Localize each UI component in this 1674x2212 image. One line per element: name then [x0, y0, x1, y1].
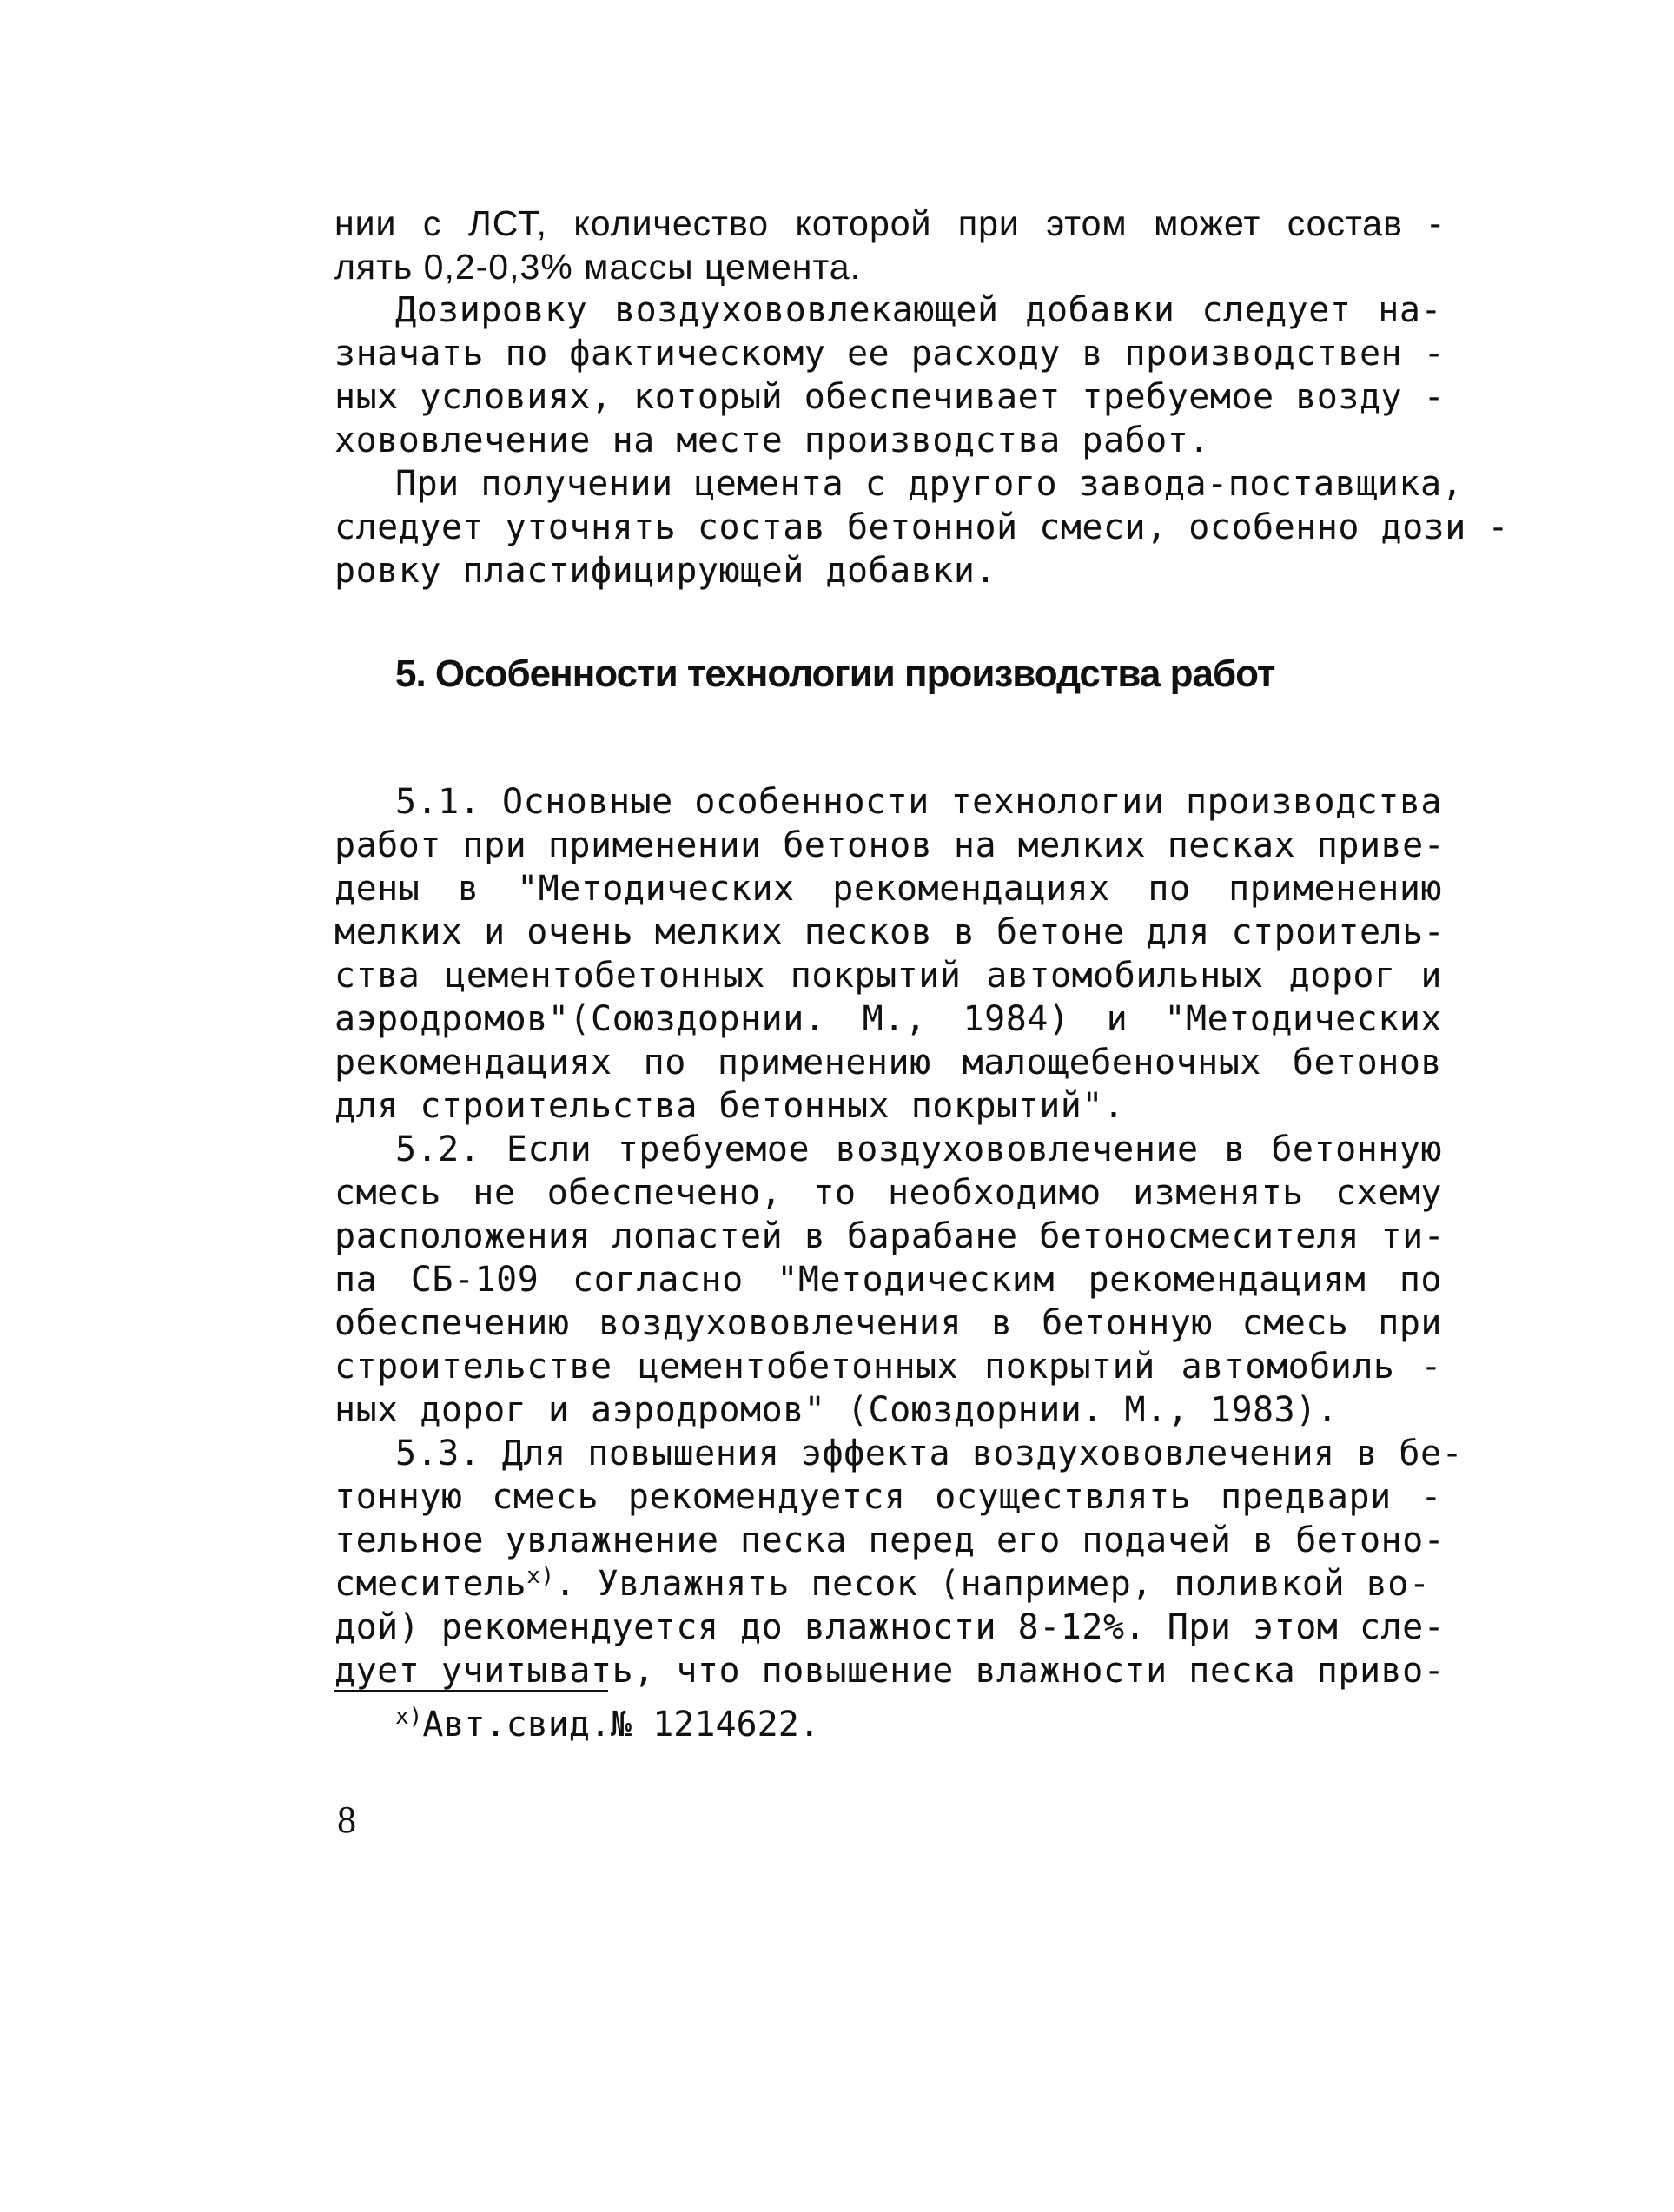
text-line: 5.3. Для повышения эффекта воздухововлечения в бе- [395, 1434, 1464, 1474]
text-line: дены в "Методических рекомендациях по применению [334, 869, 1442, 909]
text-line: аэродромов"(Союздорнии. М., 1984) и "Методических [334, 999, 1442, 1039]
text-fragment: . Увлажнять песок (например, поливкой во- [554, 1564, 1431, 1604]
text-line: 5.1. Основные особенности технологии производства [395, 782, 1442, 822]
text-line: дует учитывать, что повышение влажности песка приво- [334, 1651, 1446, 1691]
footnote-mark: х) [395, 1704, 423, 1730]
text-line: строительстве цементобетонных покрытий автомобиль - [334, 1347, 1442, 1387]
footnote-divider [334, 1690, 608, 1692]
text-line: ных дорог и аэродромов" (Союздорнии. М., 1983). [334, 1390, 1339, 1430]
footnote-text: Авт.свид.№ 1214622. [422, 1705, 820, 1745]
text-line: смесь не обеспечено, то необходимо изменять схему [334, 1173, 1442, 1213]
text-line: дой) рекомендуется до влажности 8-12%. При этом сле- [334, 1607, 1446, 1647]
text-line: следует уточнять состав бетонной смеси, особенно дози - [334, 507, 1510, 547]
text-line: Дозировку воздухововлекающей добавки следует на- [395, 290, 1442, 330]
text-line: хововлечение на месте производства работ. [334, 421, 1210, 460]
page-number: 8 [337, 1798, 356, 1841]
footnote-reference: х) [526, 1563, 555, 1589]
text-line: расположения лопастей в барабане бетоносмесителя ти- [334, 1216, 1446, 1256]
text-line: обеспечению воздухововлечения в бетонную смесь при [334, 1303, 1442, 1343]
text-line: лять 0,2-0,3% массы цемента. [334, 247, 861, 287]
text-line: нии с ЛСТ, количество которой при этом может состав - [334, 203, 1442, 243]
text-fragment: смеситель [334, 1564, 527, 1604]
text-line: тельное увлажнение песка перед его подачей в бетоно- [334, 1520, 1446, 1560]
text-line: па СБ-109 согласно "Методическим рекомендациям по [334, 1260, 1442, 1300]
text-line: ных условиях, который обеспечивает требуемое возду - [334, 377, 1446, 417]
footnote [395, 1701, 820, 1748]
text-line: работ при применении бетонов на мелких песках приве- [334, 825, 1446, 865]
text-line: ровку пластифицирующей добавки. [334, 551, 997, 591]
section-heading: 5. Особенности технологии производства работ [395, 652, 1275, 695]
text-line: для строительства бетонных покрытий". [334, 1086, 1125, 1126]
text-line: При получении цемента с другого завода-поставщика, [395, 464, 1464, 504]
text-line: значать по фактическому ее расходу в производствен - [334, 334, 1446, 374]
text-line [334, 1562, 1442, 1606]
text-line: 5.2. Если требуемое воздухововлечение в бетонную [395, 1129, 1442, 1169]
text-line: тонную смесь рекомендуется осуществлять предвари - [334, 1477, 1442, 1517]
text-line: ства цементобетонных покрытий автомобильных дорог и [334, 956, 1442, 996]
text-line: мелких и очень мелких песков в бетоне для строитель- [334, 912, 1446, 952]
text-line: рекомендациях по применению малощебеночных бетонов [334, 1043, 1442, 1083]
